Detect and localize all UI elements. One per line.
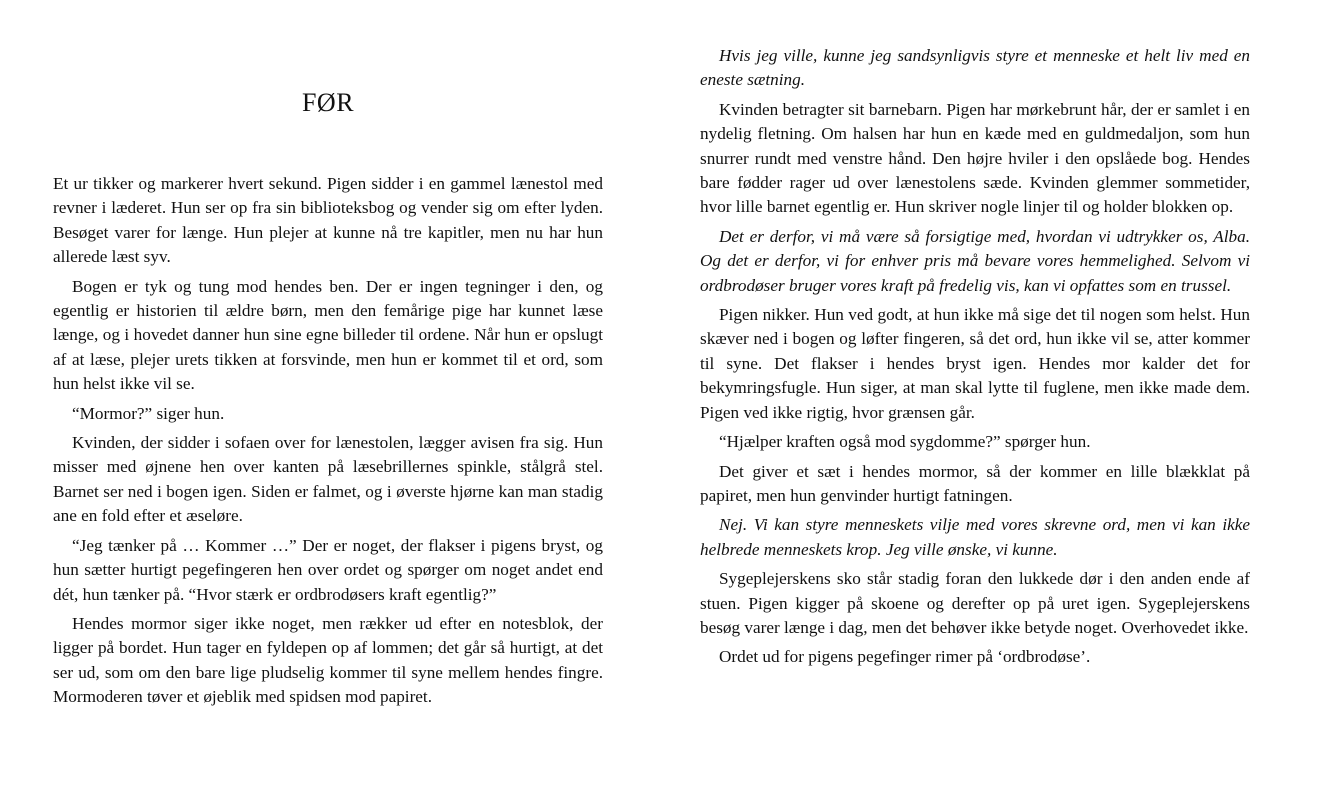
italic-paragraph: Hvis jeg ville, kunne jeg sandsynligvis styre et menneske et helt liv med en eneste sætning. [700,46,1250,90]
italic-paragraph: Nej. Vi kan styre menneskets vilje med vores skrevne ord, men vi kan ikke helbrede menneskets krop. Jeg ville ønske, vi kunne. [700,515,1250,559]
paragraph: Kvinden betragter sit barnebarn. Pigen har mørkebrunt hår, der er samlet i en nydelig fletning. Om halsen har hun en kæde med en guldmedaljon, som hun snurrer rundt med venstre hånd. Den højre hviler i den opslåede bog. Hendes bare fødder rager ud over lænestolens sæde. Kvinden glemmer sommetider, hvor lille barnet egentlig er. Hun skriver nogle linjer til og holder blokken op. [700,99,1250,217]
paragraph: Pigen nikker. Hun ved godt, at hun ikke må sige det til nogen som helst. Hun skæver ned i bogen og løfter fingeren, så det ord, hun ikke vil se, atter kommer til syne. Det flakser i hendes bryst igen. Hendes mor kalder det for bekymringsfugle. Hun siger, at man skal lytte til fuglene, men ikke made dem. Pigen ved ikke rigtig, hvor grænsen går. [700,305,1250,422]
paragraph: Det giver et sæt i hendes mormor, så der kommer en lille blækklat på papiret, men hun genvinder hurtigt fatningen. [700,461,1250,505]
italic-paragraph: Det er derfor, vi må være så forsigtige med, hvordan vi udtrykker os, Alba. Og det er derfor, vi for enhver pris må bevare vores hemmelighed. Selvom vi ordbrodøser bruger vores kraft på fredelig vis, kan vi opfattes som en trussel. [700,226,1250,295]
paragraph: “Hjælper kraften også mod sygdomme?” spørger hun. [719,432,1091,452]
paragraph: Sygeplejerskens sko står stadig foran den lukkede dør i den anden ende af stuen. Pigen kigger på skoene og derefter op på uret igen. Sygeplejerskens besøg varer længe i dag, men det behøver ikke betyde noget. Overhovedet ikke. [700,569,1250,637]
right-page [700,44,1250,670]
left-page [53,0,603,710]
chapter-title: FØR [301,88,355,117]
paragraph: “Jeg tænker på … Kommer …” Der er noget, der flakser i pigens bryst, og hun sætter hurtigt pegefingeren hen over ordet og spørger om noget andet end dét, hun tænker på. “Hvor stærk er ordbrodøsers kraft egentlig?” [53,535,603,604]
paragraph: Ordet ud for pigens pegefinger rimer på ‘ordbrodøse’. [719,647,1091,667]
paragraph: “Mormor?” siger hun. [72,403,225,423]
paragraph: Bogen er tyk og tung mod hendes ben. Der er ingen tegninger i den, og egentlig er historien til ældre børn, men den femårige pige har kunnet læse længe, og i hovedet danner hun sine egne billeder til ordene. Når hun er opslugt af at læse, plejer urets tikken at forsvinde, men hun er kommet til et ord, som hun helst ikke vil se. [53,276,603,394]
paragraph: Kvinden, der sidder i sofaen over for lænestolen, lægger avisen fra sig. Hun misser med øjnene hen over kanten på læsebrillernes spinkle, stålgrå stel. Barnet ser ned i bogen igen. Siden er falmet, og i øverste hjørne kan man stadig ane en fold efter et æseløre. [53,433,603,526]
paragraph: Hendes mormor siger ikke noget, men rækker ud efter en notesblok, der ligger på bordet. Hun tager en fyldepen op af lommen; det går så hurtigt, at det ser ud, som om den bare lige pludselig kommer til syne mellem hendes fingre. Mormoderen tøver et øjeblik med spidsen mod papiret. [53,613,603,707]
paragraph: Et ur tikker og markerer hvert sekund. Pigen sidder i en gammel lænestol med revner i læderet. Hun ser op fra sin biblioteksbog og vender sig om efter lyden. Besøget varer for længe. Hun plejer at kunne nå tre kapitler, men nu har hun allerede læst syv. [53,174,603,267]
